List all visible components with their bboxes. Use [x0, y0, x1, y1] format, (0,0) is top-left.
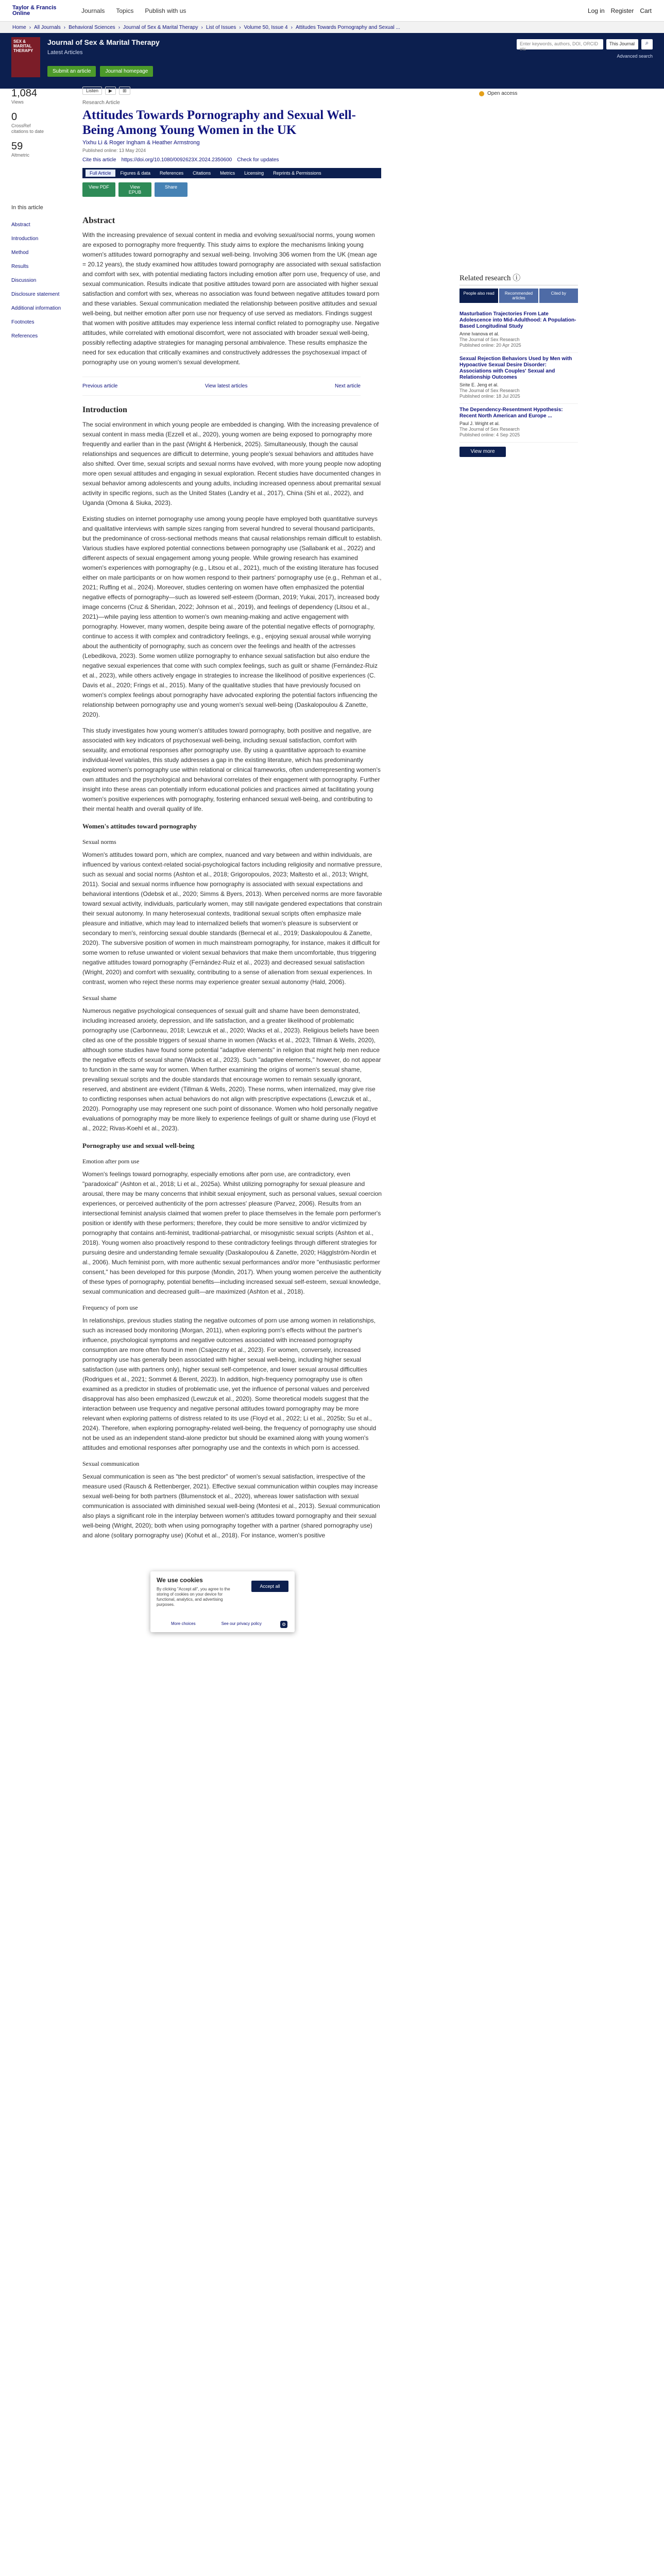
nav-publish[interactable]: Publish with us	[145, 7, 186, 14]
tab-cited-by[interactable]: Cited by	[539, 289, 578, 303]
crumb-home[interactable]: Home	[12, 24, 26, 30]
metric-views-num: 1,084	[11, 88, 38, 99]
crumb-article: Attitudes Towards Pornography and Sexual ...	[295, 24, 400, 30]
open-access-badge	[479, 91, 517, 96]
metric-views-label: Views	[11, 99, 24, 105]
metric-views	[11, 88, 47, 105]
cookie-links	[171, 1621, 262, 1626]
related-date: Published online: 4 Sep 2025	[459, 432, 520, 437]
metric-altmetric-num: 59	[11, 141, 23, 152]
section-heading: Women's attitudes toward pornography	[82, 822, 197, 830]
article-type: Research Article	[82, 100, 120, 106]
cart-link[interactable]: Cart	[640, 7, 652, 14]
article-header	[82, 87, 381, 197]
paragraph: The social environment in which young people are embedded is changing. With the increasing prevalence of sexual content in mass media (Ezzell et al., 2020), young women are being exposed to pornography more frequently and earlier than in the past (Wright & Herbenick, 2025). Simultaneously, though the causal relationships and sequences are difficult to determine, young people's sexual behaviors and attitudes have also shifted. Over time, sexual scripts and sexual norms have evolved, with more young people now adopting more open sexual attitudes and engaging in sexual exploration. Recent studies have documented changes in sexual behavior among adolescents and young adults, including increased openness about premarital sexual activity in specific regions, such as the United States (Landry et al., 2017), China (Shi et al., 2022), and Uganda (Omona & Siuka, 2023).	[82, 421, 381, 506]
paragraph: Women's feelings toward pornography, especially emotions after porn use, are contradictory, even "paradoxical" (Ashton et al., 2018; Li et al., 2025a). Whilst utilizing pornography for sexual pleasure and arousal, there may be many concerns that inhibit sexual enjoyment, such as personal values, sexual coercion experiences, or perceived authenticity of the porn actresses' pleasure (Parvez, 2006). Results from an intersectional feminist analysis claimed that women prefer to place themselves in the female porn performer's position or identify with these performers; therefore, they could be more sensitive to and/or victimized by pornography that contains anti-feminist, traditional-patriarchal, or misogynistic sexual scripts (Ashton et al., 2018). Young women also proactively respond to these contradictory feelings through different strategies for pursuing desire and understanding female sexuality (Daskalopoulou & Zanette, 2020; Hägglström-Nordin et al., 2006). Much feminist porn, with more authentic sexual performances and/or more "enthusiastic performer consent," has been developed for this purpose (Mondin, 2017). When young women perceive the authenticity of these types of pornography, potential benefits—including increased sexual self-esteem, sexual knowledge, sexual communication and decreased guilt—are maximized (Ashton et al., 2018).	[82, 1171, 382, 1295]
site-logo[interactable]	[12, 5, 69, 16]
breadcrumb	[0, 22, 664, 33]
related-journal: The Journal of Sex Research	[459, 337, 520, 342]
cookie-text: By clicking "Accept all", you agree to the storing of cookies on your device for functional, analytics, and advertising purposes.	[157, 1587, 230, 1607]
related-heading	[459, 272, 578, 285]
related-title[interactable]: Masturbation Trajectories From Late Adolescence into Mid-Adulthood: A Population-Based Longitudinal Study	[459, 311, 576, 329]
nav-topics[interactable]: Topics	[116, 7, 134, 14]
latest-articles-link[interactable]: View latest articles	[205, 383, 248, 389]
metric-altmetric-label[interactable]: Altmetric	[11, 152, 30, 158]
logo-line1: Taylor & Francis	[12, 4, 57, 11]
search-input[interactable]: Enter keywords, authors, DOI, ORCID etc	[517, 39, 603, 49]
paragraph: In relationships, previous studies stating the negative outcomes of porn use among women in relationships, such as increased body monitoring (Morgan, 2011), when exploring porn's effects without the partner's influence, psychological symptoms and negative outcomes associated with increased pornography consumption are more often found in men (Csajeczny et al., 2023). For women, conversely, increased pornography use has generally been associated with higher sexual well-being, including higher sexual satisfaction (use with partners only), higher sexual self-competence, and lower sexual arousal difficulties (Rodrigues et al., 2021; Sommet & Berent, 2023). In addition, high-frequency pornography use is often examined as a predictor in studies of problematic use, yet the influence of personal values and perceived disapproval has also been emphasized (Lewczuk et al., 2020). Some theoretical models suggest that the interaction between use frequency and negative personal attitudes toward pornography may be more relevant when exploring patterns of distress related to its use (Floyd et al., 2022; Li et al., 2025b; Su et al., 2024). Therefore, when exploring pornography-related well-being, the frequency of pornography use should not be used as an independent stand-alone predictor but should be examined along with young women's attitudes and emotional responses after pornography use and the contexts in which porn is accessed.	[82, 1317, 377, 1451]
paragraph: This study investigates how young women's attitudes toward pornography, both positive and negative, are associated with key indicators of psychosexual well-being, including sexual satisfaction, comfort with sexuality, and emotional responses after pornography use. By using a quantitative approach to examine individual-level variables, this study addresses a gap in the existing literature, which has predominantly explored women's pornography use within relational or clinical frameworks, often underrepresenting women's own attitudes and the psychological and behavioral correlates of their engagement with pornography. Further insight into these areas can potentially inform educational policies and practices aimed at facilitating young women's positive experiences with pornography, fostering enhanced sexual well-being, and contributing to their mental health and overall quality of life.	[82, 727, 381, 812]
crumb-all-journals[interactable]: All Journals	[34, 24, 61, 30]
toc-additional-info[interactable]: Additional information	[11, 306, 61, 311]
share-button[interactable]: Share	[155, 182, 188, 197]
tab-citations[interactable]: Citations	[193, 171, 211, 176]
paragraph: Numerous negative psychological consequences of sexual guilt and shame have been demonstrated, including increased anxiety, depression, and life satisfaction, and a greater likelihood of problematic pornography use (Carbonneau, 2018; Lewczuk et al., 2020; Wacks et al., 2023). Religious beliefs have been cited as one of the possible triggers of sexual shame in women (Wacks et al., 2023; Tillman & Wells, 2020), although some studies have found some potential "adaptive elements" in religion that might help men reduce the negative effects of sexual shame (Wacks et al., 2023). Such "adaptive elements," however, do not appear to function in the same way for women. When further examining the origins of women's sexual shame, prevailing sexual scripts and the double standards that encourage women to remain sexually ignorant, reserved, and abstinent are evident (Tillman & Wells, 2020). These norms, when internalized, may give rise to conflicting responses when actual behaviors do not align with prescriptive expectations (Lewczuk et al., 2020). Pornography use may represent one such point of dissonance. Women who hold personally negative evaluations of pornography may be more likely to experience feelings of guilt or shame during use (Floyd et al., 2022; Rivas-Koehl et al., 2023).	[82, 1007, 381, 1132]
toc-references[interactable]: References	[11, 333, 38, 339]
crumb-issues[interactable]: List of Issues	[206, 24, 236, 30]
paragraph: Women's attitudes toward porn, which are complex, nuanced and vary between and within individuals, are influenced by various context-related social-psychological factors including religiosity and normative pressure, such as sexual and social norms (Ashton et al., 2018; Grigoropoulos, 2023; Maltesto et al., 2013; Wright, 2011). Social and sexual norms influence how pornography is associated with sexual expectations and behavioral intentions (Odebsk et al., 2020; Simms & Byers, 2013). When perceived norms are more favorable toward sexual activity, individuals, particularly women, may still navigate gendered expectations that constrain their sexual autonomy. In many heterosexual contexts, traditional sexual scripts often emphasize male pleasure and initiative, which may lead to internalized beliefs that women's pleasure is subservient or secondary to men's, reinforcing sexual double standards (Bernecal et al., 2019; Daskalopoulou & Zanette, 2020). The subversive position of women in much mainstream pornography, for instance, makes it difficult for some women to refuse unwanted or violent sexual behaviors that make them uncomfortable, thus triggering negative attitudes toward pornography (Fernández-Ruiz et al., 2023) and decreased sexual satisfaction (Wright, 2020) and comfort with sexuality, contributing to a sense of alienation from sexual experiences. In contrast, women who reject these norms may experience greater sexual autonomy (Hald, 2006).	[82, 851, 382, 986]
article-metrics	[11, 88, 47, 164]
view-epub-button[interactable]: View EPUB	[118, 182, 151, 197]
cookie-settings-icon[interactable]: ⚙	[280, 1621, 287, 1628]
journal-title[interactable]: Journal of Sex & Marital Therapy	[47, 38, 160, 46]
related-journal: The Journal of Sex Research	[459, 388, 520, 393]
related-item	[459, 308, 578, 353]
article-title: Attitudes Towards Pornography and Sexual Well-Being Among Young Women in the UK	[82, 108, 356, 137]
toc-footnotes[interactable]: Footnotes	[11, 319, 35, 325]
section-heading: Sexual communication	[82, 1460, 140, 1467]
tab-licensing[interactable]: Licensing	[244, 171, 264, 176]
privacy-policy-link[interactable]: See our privacy policy	[221, 1621, 262, 1626]
nav-journals[interactable]: Journals	[81, 7, 105, 14]
section-heading: Sexual shame	[82, 994, 117, 1002]
related-author: Sirite E. Jeng et al.	[459, 382, 499, 387]
open-access-label: Open access	[487, 91, 518, 96]
search-scope-select[interactable]: This Journal	[606, 39, 638, 49]
toc-introduction[interactable]: Introduction	[11, 236, 39, 242]
cite-article-link[interactable]: Cite this article	[82, 157, 116, 163]
doi-link[interactable]: https://doi.org/10.1080/0092623X.2024.2350600	[121, 157, 232, 163]
article-sections	[82, 405, 382, 1540]
listen-button[interactable]: Listen	[82, 87, 102, 95]
metric-citations	[11, 111, 47, 134]
tab-reprints[interactable]: Reprints & Permissions	[273, 171, 321, 176]
more-choices-link[interactable]: More choices	[171, 1621, 196, 1626]
logo-line2: Online	[12, 10, 30, 16]
section-heading: Sexual norms	[82, 838, 116, 845]
metric-citations-num: 0	[11, 111, 18, 123]
site-header	[0, 0, 664, 22]
journal-homepage-button[interactable]: Journal homepage	[100, 66, 153, 77]
related-date: Published online: 18 Jul 2025	[459, 394, 520, 399]
toc-discussion[interactable]: Discussion	[11, 278, 37, 283]
crumb-sep: ›	[118, 24, 121, 30]
journal-cover[interactable]	[11, 37, 40, 77]
article-tools	[82, 87, 381, 95]
crumb-sep: ›	[63, 24, 66, 30]
view-pdf-button[interactable]: View PDF	[82, 182, 115, 197]
article-body	[82, 215, 382, 1547]
related-tabs	[459, 289, 578, 303]
top-nav	[81, 7, 186, 14]
check-updates-button[interactable]: Check for updates	[237, 157, 279, 163]
section-heading: Frequency of porn use	[82, 1304, 138, 1311]
section-heading: Emotion after porn use	[82, 1158, 140, 1165]
journal-banner	[0, 33, 664, 89]
related-heading-text: Related research	[459, 274, 511, 282]
related-author: Anne Ivanova et al.	[459, 331, 500, 336]
toc-method[interactable]: Method	[11, 250, 29, 256]
section-heading: Introduction	[82, 405, 127, 414]
article-actions	[82, 182, 381, 197]
crumb-sep: ›	[239, 24, 241, 30]
paragraph: Sexual communication is seen as "the best predictor" of women's sexual satisfaction, irrespective of the measure used (Rausch & Rettenberger, 2021). Effective sexual communication within couples may increase sexual well-being for both partners (Blumenstock et al., 2020), whereas lower satisfaction with sexual communication is associated with diminished sexual well-being (Montesi et al., 2013). Sexual communication also plays a significant role in the interplay between women's attitudes toward pornography and their sexual well-being (Wright, 2020); both when using pornography together with a partner (shared pornography use) and alone (solitary pornography use) (Kohut et al., 2018). For instance, women's positive	[82, 1473, 380, 1539]
next-article-link[interactable]: Next article	[334, 383, 361, 389]
tab-metrics[interactable]: Metrics	[220, 171, 235, 176]
info-icon[interactable]: ⓘ	[513, 274, 521, 282]
crumb-subject[interactable]: Behavioral Sciences	[69, 24, 115, 30]
metric-citations-label: CrossRef citations to date	[11, 123, 44, 134]
crumb-journal[interactable]: Journal of Sex & Marital Therapy	[123, 24, 198, 30]
paragraph: Existing studies on internet pornography use among young people have employed both quantitative surveys and qualitative interviews with sample sizes ranging from several hundred to several thousand participants, but the predominance of cross-sectional methods means that causal relationships remain difficult to establish. Various studies have explored potential connections between pornography use (Sallabank et al., 2022) and different aspects of sexual engagement among young people. While growing research has examined women's experiences with pornography (e.g., Litsou et al., 2021), much of the existing literature has focused either on male participants or on how women respond to their partners' pornography use (e.g., Rehman et al., 2021; Ruffing et al., 2024). Moreover, studies centering on women have often emphasized the potential negative effects of pornography—such as lowered self-esteem (Dorman, 2019; Yukai, 2017), increased body image concerns (Cruz & Sheridan, 2022; Johnson et al., 2019), and feelings of dependency (Litsou et al., 2021)—while paying less attention to women's own meaning-making and active engagement with pornography. However, many women, despite being aware of the potential negative effects of pornography, continue to access it with complex and contradictory feelings, e.g., enjoying sexual arousal while worrying about the authenticity of pornography, such as concern over the feelings and health of the actresses (Lebedikova, 2023). Some women utilize pornography to enhance sexual satisfaction but also endure the negative sexual experiences that come with such complex feelings, such as guilt or shame (Fernández-Ruiz et al., 2023), while others actively engage in strategies to increase the likelihood of positive experiences (C. Davis et al., 2020; Frings et al., 2015). Many of the qualitative studies that have previously focused on women's complex feelings about pornography have advocated exploring the potential factors influencing the relationship between pornography use and young women's sexual well-being (Daskalopoulou & Zanette, 2020).	[82, 515, 382, 718]
tab-people-also-read[interactable]: People also read	[459, 289, 498, 303]
article-toc	[11, 205, 68, 347]
abstract-heading: Abstract	[82, 215, 115, 225]
crumb-volume[interactable]: Volume 50, Issue 4	[244, 24, 288, 30]
tab-full-article[interactable]: Full Article	[86, 170, 115, 177]
related-research	[459, 272, 578, 457]
citation-line	[82, 157, 381, 163]
cookie-banner	[150, 1571, 295, 1632]
journal-search	[517, 39, 653, 52]
metric-altmetric	[11, 141, 47, 158]
crumb-sep: ›	[201, 24, 203, 30]
register-link[interactable]: Register	[610, 7, 634, 14]
submit-article-button[interactable]: Submit an article	[47, 66, 96, 77]
journal-info	[47, 37, 160, 84]
view-more-button[interactable]: View more	[459, 447, 506, 457]
crumb-sep: ›	[29, 24, 31, 30]
open-access-icon	[479, 91, 484, 96]
toc-abstract[interactable]: Abstract	[11, 222, 30, 228]
toc-results[interactable]: Results	[11, 264, 29, 269]
article-authors[interactable]: Yixhu Li & Roger Ingham & Heather Armstrong	[82, 140, 200, 146]
section-heading: Pornography use and sexual well-being	[82, 1142, 195, 1149]
related-journal: The Journal of Sex Research	[459, 427, 520, 432]
toc-disclosure[interactable]: Disclosure statement	[11, 292, 60, 297]
advanced-search-link[interactable]: Advanced search	[617, 54, 653, 59]
related-item	[459, 353, 578, 404]
previous-article-link[interactable]: Previous article	[82, 383, 118, 389]
login-link[interactable]: Log in	[587, 7, 605, 14]
article-tabs	[82, 168, 381, 178]
article-pager	[82, 377, 361, 396]
related-item	[459, 404, 578, 443]
cover-text: SEX & MARITAL THERAPY	[13, 39, 33, 53]
top-right-links	[588, 7, 652, 14]
related-title[interactable]: The Dependency-Resentment Hypothesis: Recent North American and Europe ...	[459, 407, 563, 419]
cookie-heading: We use cookies	[157, 1577, 203, 1584]
publication-date: Published online: 13 May 2024	[82, 148, 146, 153]
related-author: Paul J. Wright et al.	[459, 421, 500, 426]
tab-recommended[interactable]: Recommended articles	[499, 289, 538, 303]
related-title[interactable]: Sexual Rejection Behaviors Used by Men with Hypoactive Sexual Desire Disorder: Associations with Couples' Sexual and Relationship Outcomes	[459, 356, 572, 380]
latest-articles-link[interactable]: Latest Articles	[47, 49, 83, 56]
journal-buttons	[47, 66, 160, 77]
abstract-text: With the increasing prevalence of sexual content in media and evolving sexual/social norms, young women are exposed to pornography more frequently. This study aims to explore the mechanisms linking young women's attitudes toward pornography and sexual well-being. Involving 306 women from the UK (mean age = 20.12 years), the study examined how attitudes toward pornography are associated with sexual satisfaction and comfort with sex, with potential mediating factors including emotion after porn use, frequency of use, and sexual communication. Results indicate that positive attitudes toward porn are associated with higher sexual satisfaction and comfort with sex, whereas no association was found between negative attitudes toward porn and these variables. Sexual communication mediated the relationship between positive attitudes and sexual well-being, but neither emotion after porn use nor frequency of use served as mediators. Findings suggest that women with positive attitudes may experience less internal conflict related to pornography use. Negative attitudes, while correlated with emotional discomfort, were not associated with broader sexual well-being, possibly reflecting adaptive strategies for managing personal ambivalence. These results emphasize the need for sex education that critically examines and constructively addresses the psychosexual impact of pornography use on young women's sexual development.	[82, 231, 381, 366]
search-icon[interactable]: ⌕	[641, 39, 653, 49]
toc-heading: In this article	[11, 205, 43, 211]
tab-figures[interactable]: Figures & data	[120, 171, 151, 176]
accept-all-button[interactable]: Accept all	[251, 1581, 288, 1592]
play-icon[interactable]: ▶	[105, 87, 116, 95]
tab-references[interactable]: References	[160, 171, 184, 176]
crumb-sep: ›	[291, 24, 293, 30]
menu-icon[interactable]: ⊞	[119, 87, 130, 95]
related-date: Published online: 20 Apr 2025	[459, 343, 521, 348]
